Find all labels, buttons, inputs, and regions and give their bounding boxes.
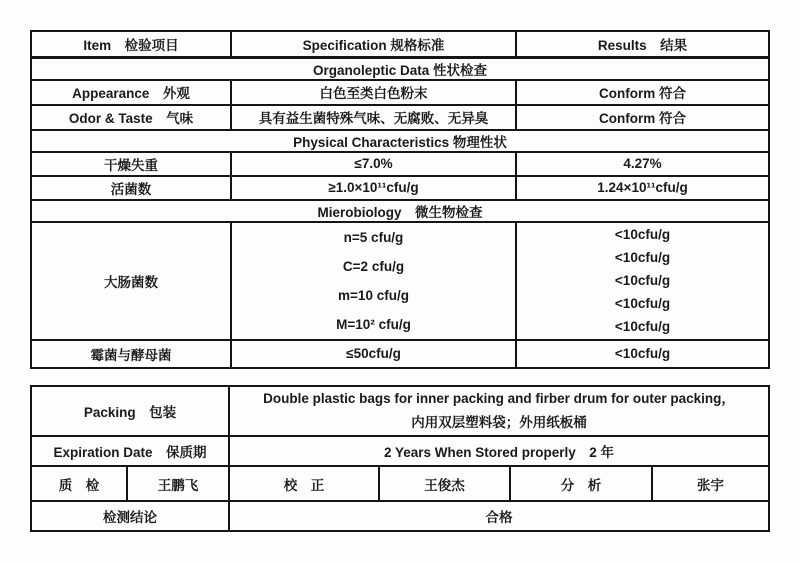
- table-row-microbiology-section: [31, 200, 769, 222]
- coliform-spec-line: m=10 cfu/g: [338, 287, 409, 303]
- expiration-label-cell: Expiration Date 保质期: [31, 436, 229, 466]
- qc-name-cell: 王鹏飞: [127, 466, 229, 501]
- organoleptic-section-title: Organoleptic Data 性状检查: [31, 57, 769, 80]
- conclusion-label-cell: 检测结论: [31, 501, 229, 531]
- table-row-coliform: [31, 222, 769, 340]
- appearance-spec-cell: 白色至类白色粉末: [231, 80, 516, 105]
- table-row-expiration: [31, 436, 769, 466]
- mold-spec-cell: ≤50cfu/g: [231, 340, 516, 368]
- packing-label-cell: Packing 包装: [31, 386, 229, 436]
- odor-result-cell: Conform 符合: [516, 105, 769, 130]
- coliform-result-line: <10cfu/g: [614, 250, 671, 265]
- table-row-loss-on-drying: [31, 152, 769, 176]
- drying-spec-cell: ≤7.0%: [231, 152, 516, 176]
- odor-item-cell: Odor & Taste 气味: [31, 105, 231, 130]
- appearance-result-cell: Conform 符合: [516, 80, 769, 105]
- table-row-mold-yeast: [31, 340, 769, 368]
- table-row-physical-section: [31, 130, 769, 152]
- drying-item-cell: 干燥失重: [31, 152, 231, 176]
- table-row-signatures: [31, 466, 769, 501]
- header-item-cell: Item 检验项目: [31, 31, 231, 57]
- coliform-spec-line: M=10² cfu/g: [336, 316, 411, 332]
- calibration-label-cell: 校 正: [229, 466, 379, 501]
- packing-value-cell: [229, 386, 769, 436]
- spec-table: [30, 30, 770, 369]
- coliform-item-cell: 大肠菌数: [31, 222, 231, 340]
- expiration-value-cell: 2 Years When Stored properly 2 年: [229, 436, 769, 466]
- coliform-spec-line: n=5 cfu/g: [343, 229, 404, 245]
- microbiology-section-title: Mierobiology 微生物检查: [31, 200, 769, 222]
- packing-line-english: Double plastic bags for inner packing and firber drum for outer packing，: [263, 391, 735, 406]
- coliform-result-line: <10cfu/g: [614, 227, 671, 242]
- table-row-appearance: [31, 80, 769, 105]
- table-row-header: [31, 31, 769, 57]
- table-row-organoleptic-section: [31, 57, 769, 80]
- table-row-packing: [31, 386, 769, 436]
- coliform-result-line: <10cfu/g: [614, 273, 671, 288]
- table-row-viable-count: [31, 176, 769, 200]
- header-specification-cell: Specification 规格标准: [231, 31, 516, 57]
- summary-table: [30, 385, 770, 532]
- header-results-cell: Results 结果: [516, 31, 769, 57]
- physical-section-title: Physical Characteristics 物理性状: [31, 130, 769, 152]
- analysis-label-cell: 分 析: [510, 466, 652, 501]
- appearance-item-cell: Appearance 外观: [31, 80, 231, 105]
- odor-spec-cell: 具有益生菌特殊气味、无腐败、无异臭: [231, 105, 516, 130]
- mold-item-cell: 霉菌与酵母菌: [31, 340, 231, 368]
- table-row-conclusion: [31, 501, 769, 531]
- viable-spec-cell: ≥1.0×10¹¹cfu/g: [231, 176, 516, 200]
- viable-item-cell: 活菌数: [31, 176, 231, 200]
- coliform-result-cell: [516, 222, 769, 340]
- qc-label-cell: 质 检: [31, 466, 127, 501]
- coliform-spec-cell: [231, 222, 516, 340]
- mold-result-cell: <10cfu/g: [516, 340, 769, 368]
- coliform-result-line: <10cfu/g: [614, 296, 671, 311]
- conclusion-value-cell: 合格: [229, 501, 769, 531]
- packing-line-chinese: 内用双层塑料袋；外用纸板桶: [411, 415, 587, 430]
- coliform-spec-line: C=2 cfu/g: [342, 258, 405, 274]
- drying-result-cell: 4.27%: [516, 152, 769, 176]
- calibration-name-cell: 王俊杰: [379, 466, 510, 501]
- coliform-result-line: <10cfu/g: [614, 319, 671, 334]
- table-row-odor-taste: [31, 105, 769, 130]
- viable-result-cell: 1.24×10¹¹cfu/g: [516, 176, 769, 200]
- analysis-name-cell: 张宇: [652, 466, 769, 501]
